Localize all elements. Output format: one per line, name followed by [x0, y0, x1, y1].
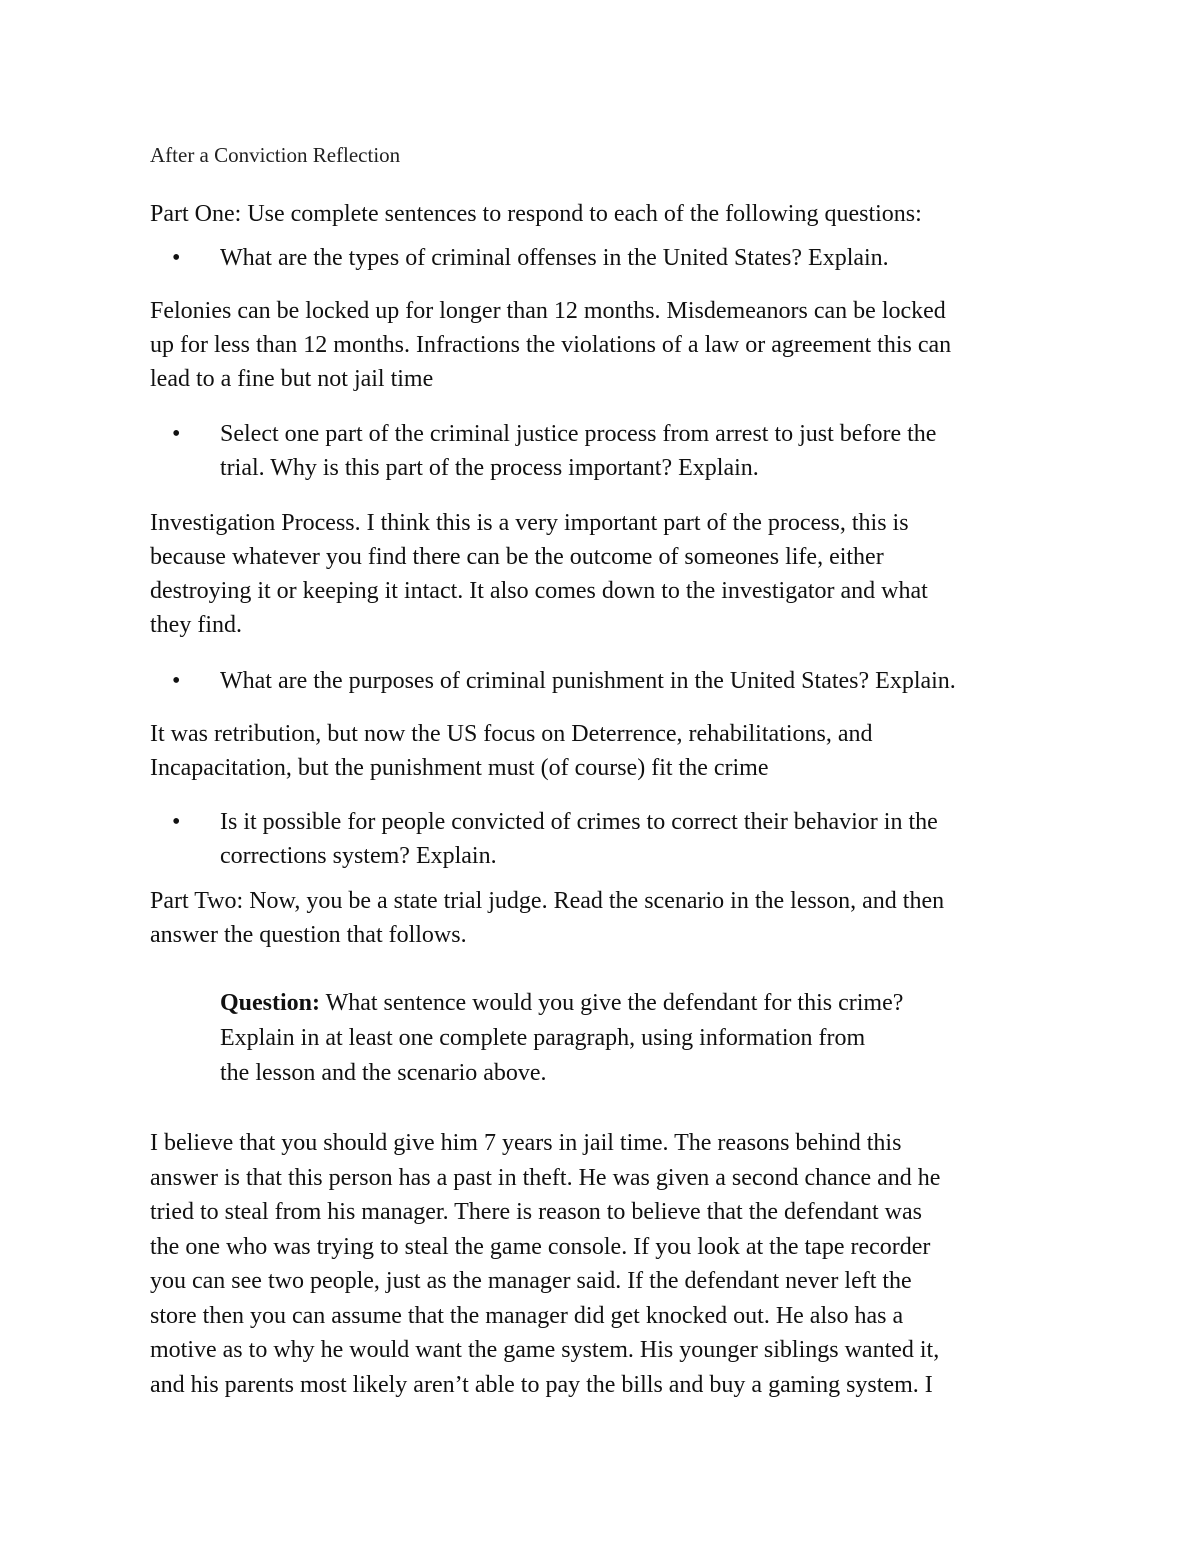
final-answer-line: tried to steal from his manager. There is reason to believe that the defendant was: [150, 1199, 922, 1225]
question-2-line: trial. Why is this part of the process important? Explain.: [220, 455, 759, 481]
bullet-icon: •: [172, 421, 181, 447]
final-answer-line: motive as to why he would want the game system. His younger siblings wanted it,: [150, 1337, 940, 1363]
answer-2-line: because whatever you find there can be the outcome of someones life, either: [150, 544, 884, 570]
part-two-question-line: the lesson and the scenario above.: [220, 1060, 547, 1086]
question-label: Question:: [220, 990, 321, 1016]
answer-2-line: they find.: [150, 612, 242, 638]
bullet-question-2: [150, 417, 1110, 485]
final-answer-line: the one who was trying to steal the game console. If you look at the tape recorder: [150, 1233, 931, 1260]
answer-1: [150, 294, 951, 396]
part-two-line: answer the question that follows.: [150, 922, 467, 948]
question-4-line: corrections system? Explain.: [220, 843, 497, 869]
answer-3-line: It was retribution, but now the US focus on Deterrence, rehabilitations, and: [150, 721, 873, 747]
answer-2: [150, 506, 928, 642]
question-2-line: Select one part of the criminal justice process from arrest to just before the: [220, 421, 937, 447]
document-title: After a Conviction Reflection: [150, 143, 401, 167]
final-answer: [150, 1126, 940, 1402]
question-3-text: What are the purposes of criminal punishment in the United States? Explain.: [220, 668, 956, 694]
final-answer-line: and his parents most likely aren’t able to pay the bills and buy a gaming system. I: [150, 1371, 933, 1398]
part-two-line: Part Two: Now, you be a state trial judge. Read the scenario in the lesson, and then: [150, 888, 945, 914]
part-two-question-line: Explain in at least one complete paragraph, using information from: [220, 1025, 866, 1051]
answer-3: [150, 717, 872, 785]
question-2-text: [220, 417, 936, 485]
question-4-line: Is it possible for people convicted of crimes to correct their behavior in the: [220, 809, 938, 835]
part-two-question-line: [220, 986, 903, 1021]
part-two-intro: [150, 884, 944, 952]
answer-1-line: Felonies can be locked up for longer than 12 months. Misdemeanors can be locked: [150, 298, 946, 324]
question-4-text: [220, 805, 938, 873]
answer-2-line: Investigation Process. I think this is a very important part of the process, this is: [150, 510, 909, 536]
bullet-icon: •: [172, 245, 181, 271]
final-answer-line: store then you can assume that the manager did get knocked out. He also has a: [150, 1302, 904, 1329]
answer-2-line: destroying it or keeping it intact. It also comes down to the investigator and what: [150, 578, 928, 604]
final-answer-line: I believe that you should give him 7 years in jail time. The reasons behind this: [150, 1130, 902, 1156]
bullet-icon: •: [172, 809, 181, 835]
answer-3-line: Incapacitation, but the punishment must (of course) fit the crime: [150, 755, 769, 781]
bullet-icon: •: [172, 668, 181, 694]
final-answer-line: you can see two people, just as the manager said. If the defendant never left the: [150, 1268, 912, 1294]
bullet-question-3: [150, 664, 1110, 698]
answer-1-line: up for less than 12 months. Infractions the violations of a law or agreement this can: [150, 332, 952, 358]
part-two-question: [220, 986, 903, 1091]
final-answer-line: answer is that this person has a past in theft. He was given a second chance and he: [150, 1164, 941, 1191]
question-1-text: What are the types of criminal offenses in the United States? Explain.: [220, 245, 889, 271]
bullet-question-1: [150, 241, 1110, 275]
question-first-line: What sentence would you give the defendant for this crime?: [320, 990, 904, 1016]
bullet-question-4: [150, 805, 1110, 873]
answer-1-line: lead to a fine but not jail time: [150, 366, 434, 392]
part-one-intro: Part One: Use complete sentences to respond to each of the following questions:: [150, 201, 922, 227]
